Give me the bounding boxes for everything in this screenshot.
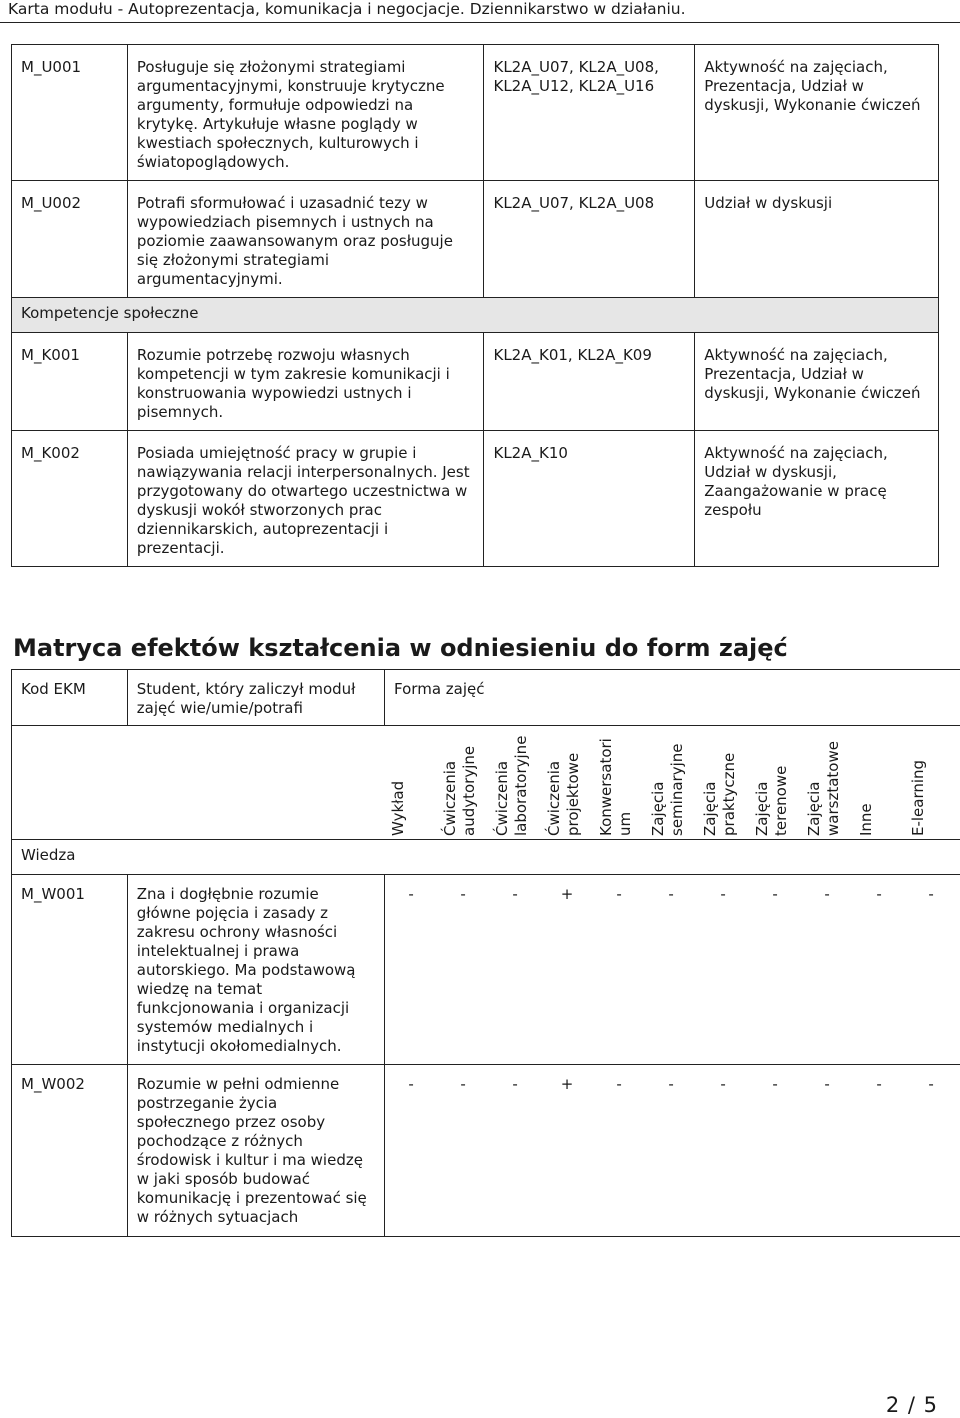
mark-cell: -: [720, 1075, 726, 1093]
marks-row-0: [385, 885, 960, 904]
section-row: [12, 840, 960, 875]
effect-references: KL2A_U07, KL2A_U08, KL2A_U12, KL2A_U16: [484, 45, 695, 181]
section-row: [12, 298, 939, 333]
mark-cell: -: [928, 885, 934, 903]
mark-cell: -: [772, 1075, 778, 1093]
mark-cell: -: [460, 1075, 466, 1093]
mark-cell: -: [616, 885, 622, 903]
effect-description: Rozumie potrzebę rozwoju własnych kompetencji w tym zakresie komunikacji i konstruowania wypowiedzi ustnych i pisemnych.: [127, 333, 484, 431]
mark-cell: +: [560, 885, 574, 903]
form-header-0: Wykład: [388, 780, 407, 836]
mark-cell: -: [512, 1075, 518, 1093]
page-header: Karta modułu - Autoprezentacja, komunikacja i negocjacje. Dziennikarstwo w działaniu.: [0, 0, 960, 23]
section-label: Wiedza: [12, 840, 960, 875]
blank-cell: [127, 726, 384, 840]
form-header-9: Inne: [856, 803, 875, 836]
form-header-8: Zajęcia warsztatowe: [804, 741, 842, 836]
matrix-code: M_W002: [12, 1065, 128, 1237]
matrix-marks: [385, 875, 960, 1065]
form-header-3: Ćwiczenia projektowe: [544, 752, 582, 836]
effect-references: KL2A_U07, KL2A_U08: [484, 181, 695, 298]
blank-cell: [12, 726, 128, 840]
mark-cell: -: [876, 1075, 882, 1093]
section-label: Kompetencje społeczne: [12, 298, 939, 333]
matrix-header-row: [12, 670, 960, 726]
effect-verification: Aktywność na zajęciach, Prezentacja, Udział w dyskusji, Wykonanie ćwiczeń: [695, 333, 939, 431]
matrix-title: Matryca efektów kształcenia w odniesieniu do form zajęć: [13, 634, 788, 662]
forms-row: [12, 726, 960, 840]
matrix-table: [11, 669, 960, 1237]
effects-table: [11, 44, 939, 567]
effect-references: KL2A_K01, KL2A_K09: [484, 333, 695, 431]
matrix-description: Rozumie w pełni odmienne postrzeganie życia społecznego przez osoby pochodzące z różnych środowisk i kultur i ma wiedzę w jaki sposób budować komunikację i prezentować się w różnych sytuacjach: [127, 1065, 384, 1237]
form-header-2: Ćwiczenia laboratoryjne: [492, 735, 530, 836]
effect-references: KL2A_K10: [484, 431, 695, 567]
mark-cell: -: [668, 885, 674, 903]
mark-cell: -: [668, 1075, 674, 1093]
forms-cell: [385, 726, 960, 840]
mark-cell: -: [408, 885, 414, 903]
form-header-1: Ćwiczenia audytoryjne: [440, 745, 478, 836]
mark-cell: -: [876, 885, 882, 903]
col-student-header: Student, który zaliczył moduł zajęć wie/umie/potrafi: [127, 670, 384, 726]
effect-description: Posługuje się złożonymi strategiami argumentacyjnymi, konstruuje krytyczne argumenty, formułuje odpowiedzi na krytykę. Artykułuje własne poglądy w kwestiach społecznych, kulturowych i światopoglądowych.: [127, 45, 484, 181]
col-code-header: Kod EKM: [12, 670, 128, 726]
effect-code: M_U001: [12, 45, 128, 181]
form-header-5: Zajęcia seminaryjne: [648, 743, 686, 836]
page-number: 2 / 5: [885, 1393, 938, 1417]
form-header-7: Zajęcia terenowe: [752, 765, 790, 836]
mark-cell: -: [824, 1075, 830, 1093]
forms-list: [385, 726, 960, 839]
mark-cell: -: [824, 885, 830, 903]
form-header-10: E-learning: [908, 759, 927, 836]
mark-cell: -: [928, 1075, 934, 1093]
effect-code: M_U002: [12, 181, 128, 298]
effect-description: Potrafi sformułować i uzasadnić tezy w wypowiedziach pisemnych i ustnych na poziomie zaawansowanym oraz posługuje się złożonymi strategiami argumentacyjnymi.: [127, 181, 484, 298]
table-row: [12, 875, 960, 1065]
matrix-code: M_W001: [12, 875, 128, 1065]
marks-row-1: [385, 1075, 960, 1094]
effect-verification: Aktywność na zajęciach, Udział w dyskusji, Zaangażowanie w pracę zespołu: [695, 431, 939, 567]
mark-cell: -: [720, 885, 726, 903]
mark-cell: -: [460, 885, 466, 903]
form-header-6: Zajęcia praktyczne: [700, 752, 738, 836]
col-forms-header: Forma zajęć: [385, 670, 960, 726]
mark-cell: -: [408, 1075, 414, 1093]
effect-verification: Udział w dyskusji: [695, 181, 939, 298]
mark-cell: -: [616, 1075, 622, 1093]
effect-code: M_K001: [12, 333, 128, 431]
effect-description: Posiada umiejętność pracy w grupie i nawiązywania relacji interpersonalnych. Jest przygotowany do otwartego uczestnictwa w dyskusji wokół stworzonych prac dziennikarskich, autoprezentacji i prezentacji.: [127, 431, 484, 567]
matrix-description: Zna i dogłębnie rozumie główne pojęcia i zasady z zakresu ochrony własności intelektualnej i prawa autorskiego. Ma podstawową wiedzę na temat funkcjonowania i organizacji systemów medialnych i instytucji okołomedialnych.: [127, 875, 384, 1065]
effect-verification: Aktywność na zajęciach, Prezentacja, Udział w dyskusji, Wykonanie ćwiczeń: [695, 45, 939, 181]
matrix-marks: [385, 1065, 960, 1237]
table-row: [12, 1065, 960, 1237]
mark-cell: -: [772, 885, 778, 903]
table-row: [12, 181, 939, 298]
table-row: [12, 431, 939, 567]
form-header-4: Konwersatori um: [596, 738, 634, 836]
mark-cell: +: [560, 1075, 574, 1093]
table-row: [12, 333, 939, 431]
mark-cell: -: [512, 885, 518, 903]
table-row: [12, 45, 939, 181]
effect-code: M_K002: [12, 431, 128, 567]
